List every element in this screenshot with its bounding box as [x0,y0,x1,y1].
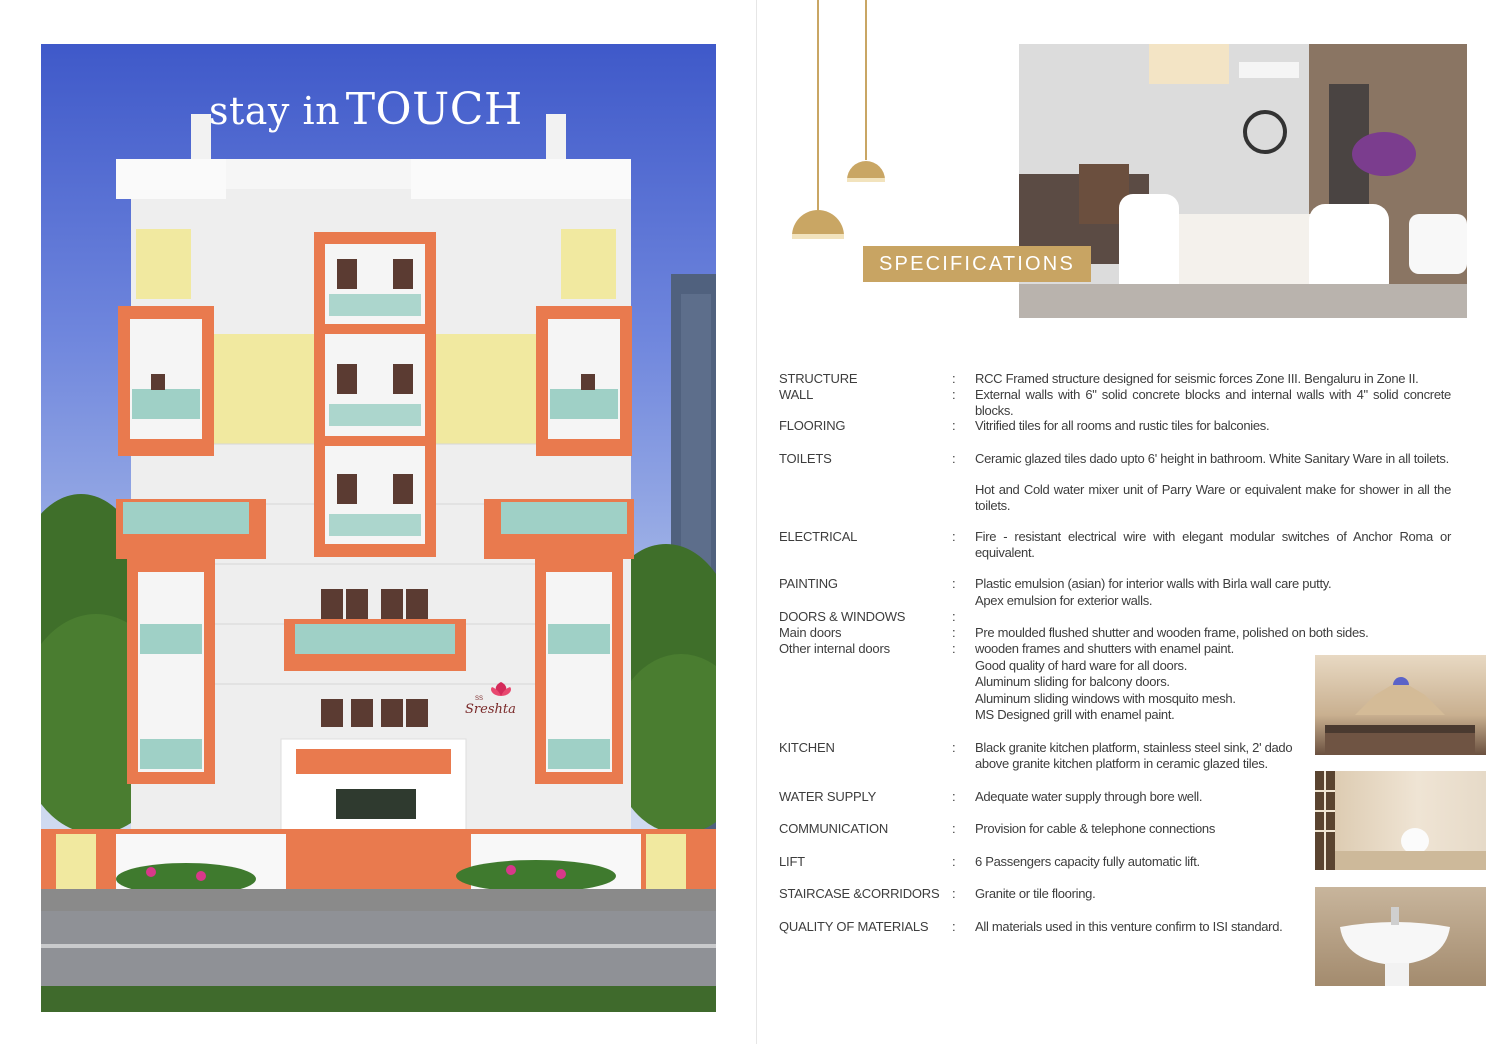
spec-label: LIFT [779,854,805,869]
spec-label: COMMUNICATION [779,821,889,836]
spec-value: Aluminum sliding for balcony doors. [975,674,1170,689]
spec-colon: : [952,919,956,934]
spec-label: Main doors [779,625,842,640]
hero-title-part1: stay in [209,89,341,133]
spec-label: TOILETS [779,451,832,466]
spec-value: Granite or tile flooring. [975,886,1096,901]
bathroom-photo [1315,771,1486,870]
spec-value: Aluminum sliding windows with mosquito mesh. [975,691,1236,706]
spec-value: wooden frames and shutters with enamel paint. [975,641,1234,656]
spec-colon: : [952,529,956,544]
specifications-badge: SPECIFICATIONS [863,246,1091,282]
spec-value: above granite kitchen platform in ceramic glazed tiles. [975,756,1268,771]
building-illustration [41,44,716,1012]
spec-value: All materials used in this venture confirm to ISI standard. [975,919,1283,934]
spec-value: Hot and Cold water mixer unit of Parry Ware or equivalent make for shower in all the toilets. [975,482,1451,513]
spec-colon: : [952,625,956,640]
spec-value: Fire - resistant electrical wire with elegant modular switches of Anchor Roma or equivalent. [975,529,1451,560]
spec-colon: : [952,821,956,836]
spec-colon: : [952,886,956,901]
spec-value: Pre moulded flushed shutter and wooden frame, polished on both sides. [975,625,1369,640]
spec-colon: : [952,789,956,804]
spec-colon: : [952,854,956,869]
spec-label: STAIRCASE &CORRIDORS [779,886,940,901]
spec-label: DOORS & WINDOWS [779,609,906,624]
hero-title-part2: TOUCH [345,84,523,135]
pendant-lamp-right [845,0,887,185]
spec-colon: : [952,740,956,755]
spec-label: STRUCTURE [779,371,858,386]
pendant-lamp-left [788,0,848,245]
spec-label: WALL [779,387,814,402]
kitchen-photo [1315,655,1486,755]
spec-value: MS Designed grill with enamel paint. [975,707,1175,722]
page-divider [756,0,757,1044]
logo-text: Sreshta [465,702,516,717]
spec-label: KITCHEN [779,740,835,755]
lotus-icon [489,682,513,698]
spec-value: Ceramic glazed tiles dado upto 6' height in bathroom. White Sanitary Ware in all toilets. [975,451,1449,466]
spec-label: Other internal doors [779,641,890,656]
spec-colon: : [952,387,956,402]
spec-colon: : [952,576,956,591]
spec-value: Provision for cable & telephone connections [975,821,1216,836]
washbasin-photo [1315,887,1486,986]
spec-value: Adequate water supply through bore well. [975,789,1203,804]
spec-value: Good quality of hard ware for all doors. [975,658,1188,673]
spec-value: Black granite kitchen platform, stainless steel sink, 2' dado [975,740,1293,755]
spec-colon: : [952,418,956,433]
hero-title [209,84,523,135]
spec-value: Vitrified tiles for all rooms and rustic tiles for balconies. [975,418,1270,433]
spec-colon: : [952,609,956,624]
spec-value: 6 Passengers capacity fully automatic lift. [975,854,1200,869]
spec-value: Apex emulsion for exterior walls. [975,593,1153,608]
spec-label: ELECTRICAL [779,529,858,544]
sreshta-logo [465,682,525,722]
building-render [41,44,716,1012]
spec-colon: : [952,451,956,466]
spec-value: External walls with 6" solid concrete blocks and internal walls with 4" solid concrete blocks. [975,387,1451,418]
spec-label: FLOORING [779,418,846,433]
spec-label: PAINTING [779,576,838,591]
spec-value: Plastic emulsion (asian) for interior walls with Birla wall care putty. [975,576,1332,591]
spec-label: WATER SUPPLY [779,789,877,804]
logo-prefix: SS [475,696,484,702]
spec-label: QUALITY OF MATERIALS [779,919,929,934]
spec-colon: : [952,641,956,656]
spec-colon: : [952,371,956,386]
spec-value: RCC Framed structure designed for seismic forces Zone III. Bengaluru in Zone II. [975,371,1419,386]
